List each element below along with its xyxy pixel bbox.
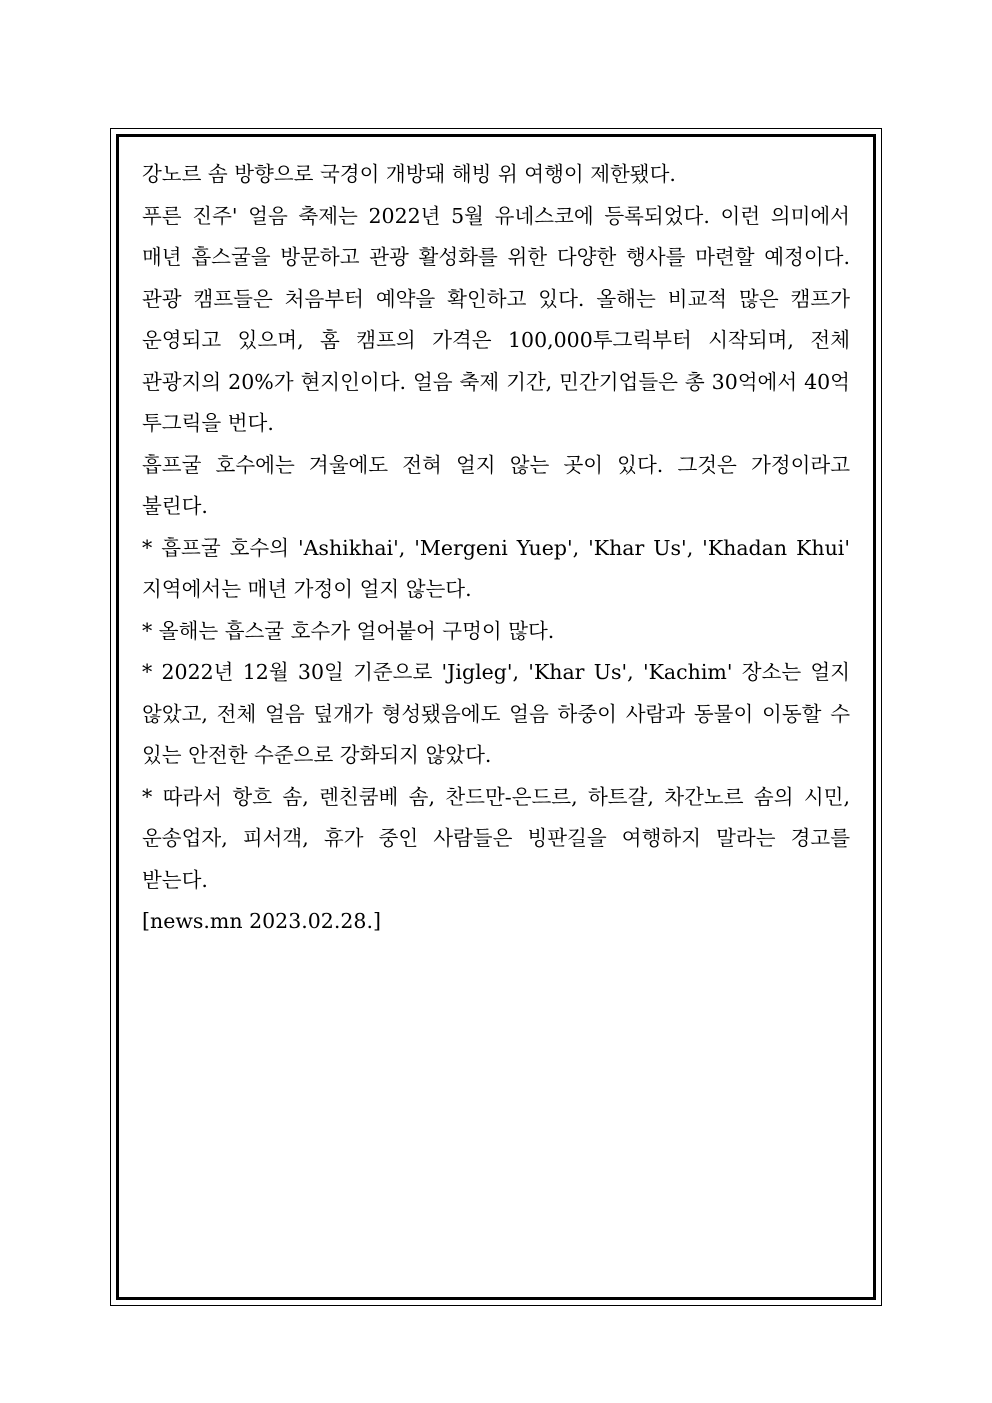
- bullet-ice-safety: * 2022년 12월 30일 기준으로 'Jigleg', 'Khar Us', 'Kachim' 장소는 얼지 않았고, 전체 얼음 덮개가 형성됐음에도 얼음 하중이 사람과 동물이 이동할 수 있는 안전한 수준으로 강화되지 않았다.: [142, 660, 850, 767]
- source-citation: [news.mn 2023.02.28.]: [142, 909, 381, 933]
- paragraph-ice-festival: 푸른 진주' 얼음 축제는 2022년 5월 유네스코에 등록되었다. 이런 의미에서 매년 흡스굴을 방문하고 관광 활성화를 위한 다양한 행사를 마련할 예정이다. 관광 캠프들은 처음부터 예약을 확인하고 있다. 올해는 비교적 많은 캠프가 운영되고 있으며, 홈 캠프의 가격은 100,000투그릭부터 시작되며, 전체 관광지의 20%가 현지인이다. 얼음 축제 기간, 민간기업들은 총 30억에서 40억 투그릭을 번다.: [142, 203, 850, 435]
- article-body: [142, 154, 850, 943]
- bullet-unfrozen-areas: * 흡프굴 호수의 'Ashikhai', 'Mergeni Yuep', 'Khar Us', 'Khadan Khui' 지역에서는 매년 가정이 얼지 않는다.: [142, 535, 850, 601]
- paragraph-border-restriction: 강노르 솜 방향으로 국경이 개방돼 해빙 위 여행이 제한됐다.: [142, 162, 676, 186]
- bullet-many-holes: * 올해는 흡스굴 호수가 얼어붙어 구멍이 많다.: [142, 618, 555, 643]
- paragraph-unfrozen-spots: 흡프굴 호수에는 겨울에도 전혀 얼지 않는 곳이 있다. 그것은 가정이라고 불린다.: [142, 452, 850, 518]
- bullet-travel-warning: * 따라서 항흐 솜, 렌친쿰베 솜, 찬드만-은드르, 하트갈, 차간노르 솜의 시민, 운송업자, 피서객, 휴가 중인 사람들은 빙판길을 여행하지 말라는 경고를 받는다.: [142, 784, 850, 892]
